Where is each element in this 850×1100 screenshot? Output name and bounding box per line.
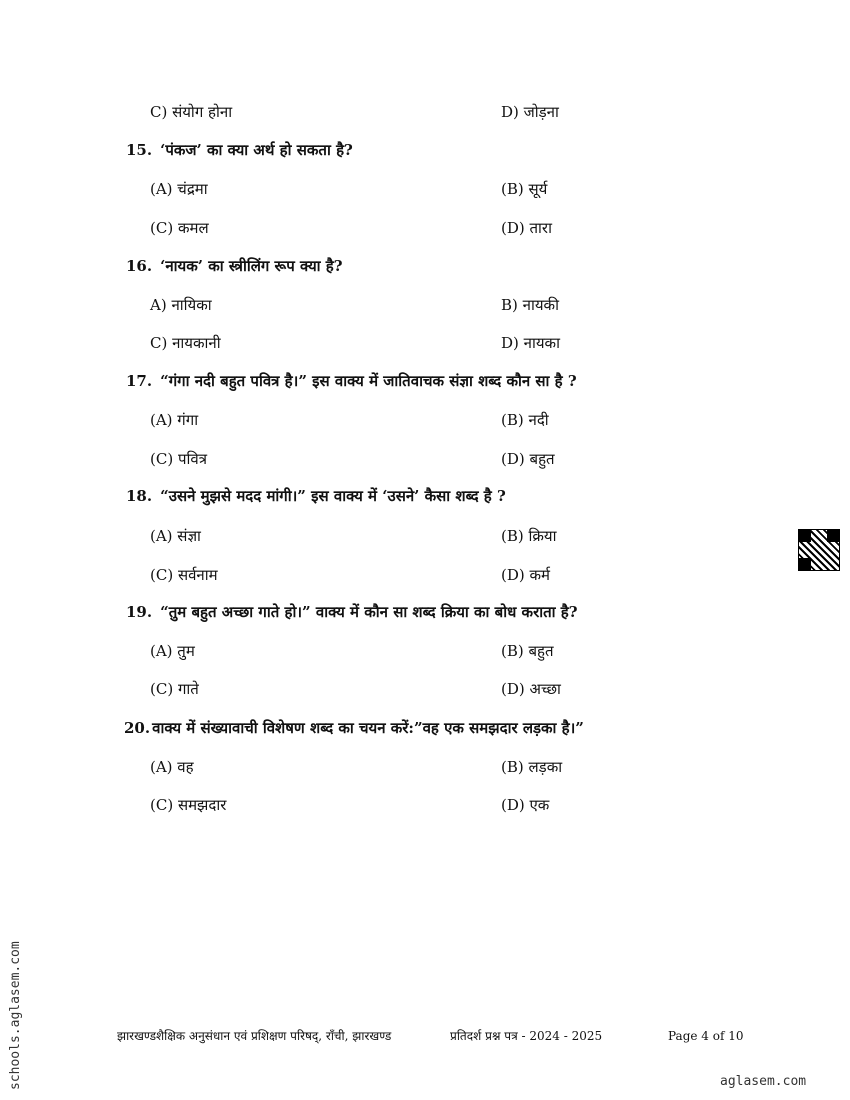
option-d: (D) बहुत	[501, 450, 555, 468]
option-d: (D) एक	[501, 796, 550, 814]
question-number: 20.	[124, 719, 151, 737]
side-watermark: schools.aglasem.com	[8, 941, 23, 1090]
option-c: (C) पवित्र	[150, 450, 207, 468]
question-stem: “गंगा नदी बहुत पवित्र है।” इस वाक्य में जातिवाचक संज्ञा शब्द कौन सा है ?	[160, 372, 577, 390]
question-stem: वाक्य में संख्यावाची विशेषण शब्द का चयन करें:”वह एक समझदार लड़का है।”	[152, 719, 584, 737]
option-b: (B) नदी	[501, 411, 549, 429]
option-b: (B) लड़का	[501, 758, 563, 776]
question-stem: “तुम बहुत अच्छा गाते हो।” वाक्य में कौन सा शब्द क्रिया का बोध कराता है?	[160, 603, 578, 621]
question-number: 19.	[126, 603, 153, 621]
option-d: (D) कर्म	[501, 566, 550, 584]
option-b: (B) सूर्य	[501, 180, 548, 198]
footer-board-name: झारखण्डशैक्षिक अनुसंधान एवं प्रशिक्षण परिषद्, राँची, झारखण्ड	[117, 1029, 392, 1043]
option-c: (C) गाते	[150, 680, 199, 698]
option-a: (A) संज्ञा	[150, 527, 201, 545]
option-d: (D) अच्छा	[501, 680, 561, 698]
question-number: 18.	[126, 487, 153, 505]
option-a: (A) वह	[150, 758, 194, 776]
option-a: (A) चंद्रमा	[150, 180, 208, 198]
option-d: (D) तारा	[501, 219, 552, 237]
question-stem: ‘पंकज’ का क्या अर्थ हो सकता है?	[160, 141, 353, 159]
option-c: (C) सर्वनाम	[150, 566, 218, 584]
option-b: (B) क्रिया	[501, 527, 557, 545]
question-stem: “उसने मुझसे मदद मांगी।” इस वाक्य में ‘उसने’ कैसा शब्द है ?	[160, 487, 506, 505]
footer-page-number: Page 4 of 10	[668, 1029, 744, 1043]
question-number: 16.	[126, 257, 153, 275]
option-d: D) नायका	[501, 334, 560, 352]
option-c: (C) समझदार	[150, 796, 227, 814]
footer-paper-title: प्रतिदर्श प्रश्न पत्र - 2024 - 2025	[450, 1029, 603, 1043]
option-c: (C) कमल	[150, 219, 209, 237]
option-c: C) नायकानी	[150, 334, 221, 352]
option-c: C) संयोग होना	[150, 103, 233, 121]
question-text	[126, 140, 353, 160]
option-b: (B) बहुत	[501, 642, 554, 660]
option-a: (A) गंगा	[150, 411, 199, 429]
question-number: 17.	[126, 372, 153, 390]
question-stem: ‘नायक’ का स्त्रीलिंग रूप क्या है?	[160, 257, 343, 275]
question-text	[124, 718, 584, 738]
question-text	[126, 602, 578, 622]
question-text	[126, 371, 577, 391]
question-number: 15.	[126, 141, 153, 159]
option-b: B) नायकी	[501, 296, 559, 314]
qr-code-icon	[798, 529, 840, 571]
question-text	[126, 486, 506, 506]
option-a: (A) तुम	[150, 642, 195, 660]
bottom-watermark: aglasem.com	[720, 1074, 807, 1089]
option-a: A) नायिका	[150, 296, 212, 314]
option-d: D) जोड़ना	[501, 103, 559, 121]
question-text	[126, 256, 343, 276]
